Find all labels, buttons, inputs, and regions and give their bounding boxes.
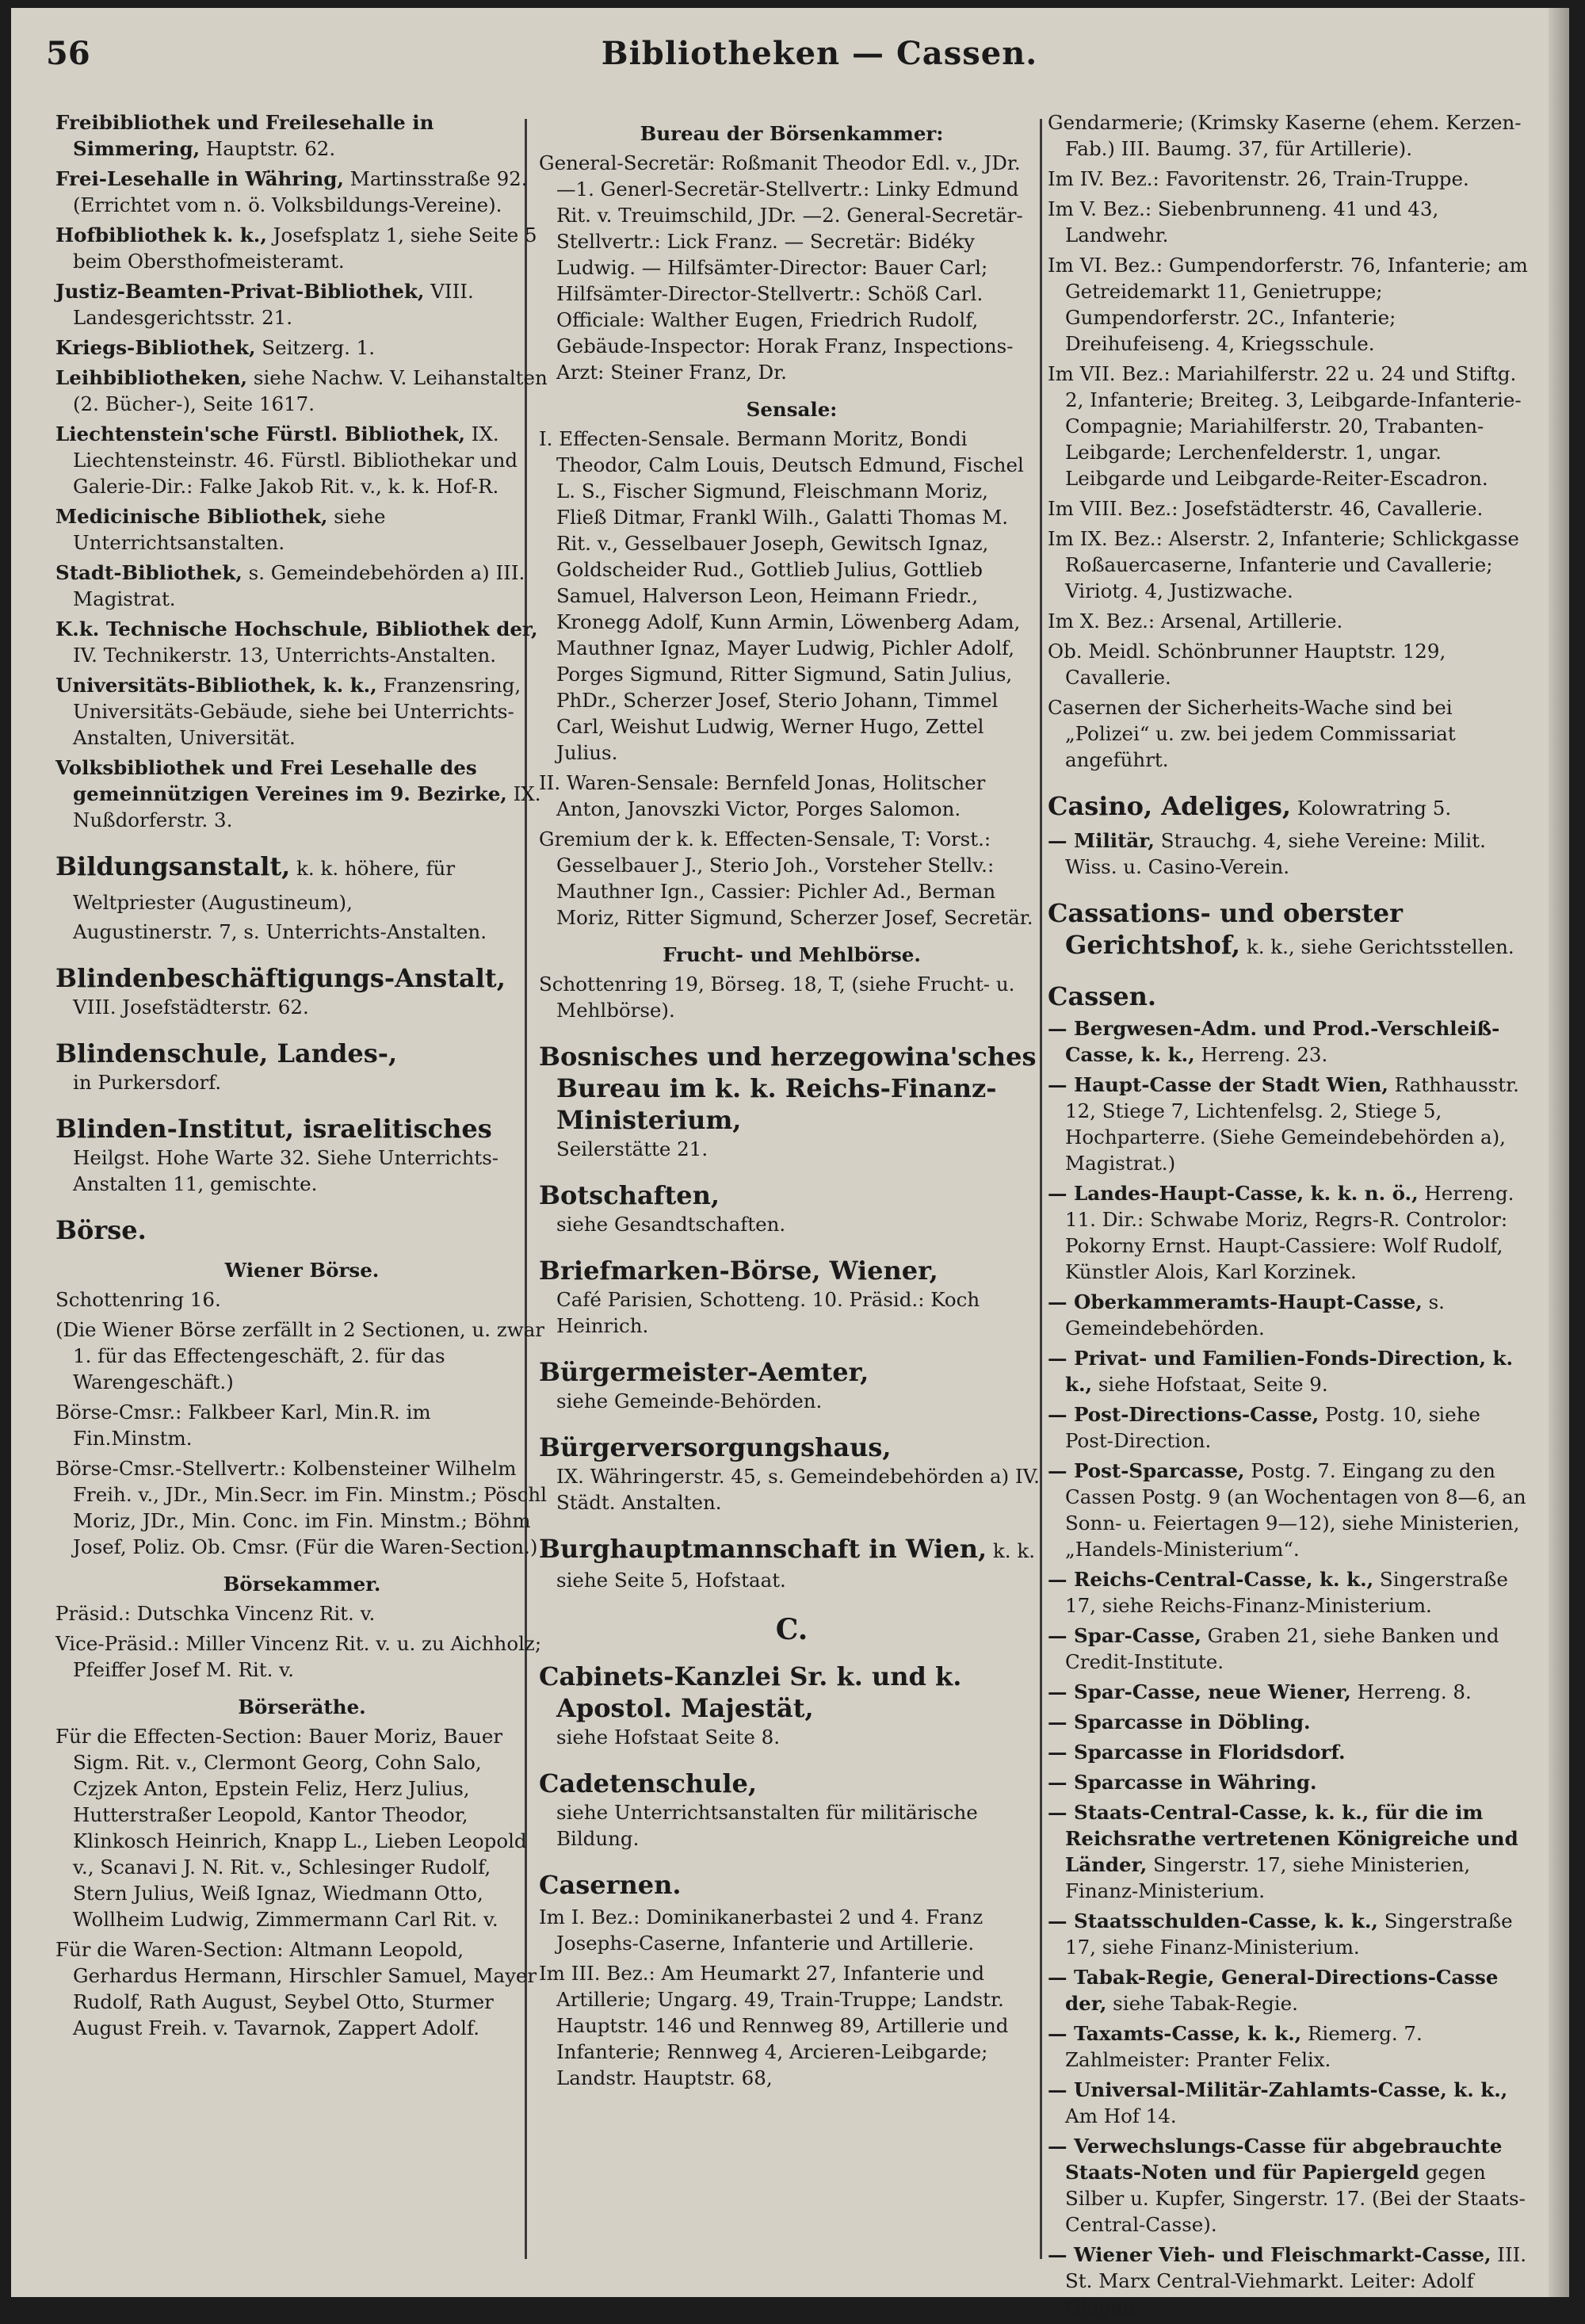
entry-name: — Verwechslungs-Casse für abgebrauchte Staats-Noten und für Papiergeld <box>1048 2135 1503 2184</box>
directory-entry <box>1048 526 1531 604</box>
section-entry <box>539 1768 1045 1852</box>
directory-entry <box>55 278 548 331</box>
section-title: Cassations- und oberster Gerichtshof, <box>1048 898 1403 960</box>
section-entry <box>55 850 548 945</box>
directory-entry <box>539 971 1045 1023</box>
directory-entry <box>55 1455 548 1560</box>
entry-text: gegen Silber u. Kupfer, Singerstr. 17. (Bei der Staats-Central-Casse). <box>1065 2161 1526 2236</box>
directory-entry <box>1048 2020 1531 2073</box>
directory-entry <box>1048 694 1531 773</box>
entry-text: Im VI. Bez.: Gumpendorferstr. 76, Infanterie; am Getreidemarkt 11, Genietruppe; Gumpendorferstr. 2C., Infanterie; Dreihufeiseng. 4, Kriegsschule. <box>1048 254 1528 355</box>
subheading: Bureau der Börsenkammer: <box>640 122 944 145</box>
directory-entry <box>55 109 548 162</box>
page-edge-shadow <box>1549 8 1569 2297</box>
entry-name: Universitäts-Bibliothek, k. k., <box>55 674 377 697</box>
directory-entry <box>1048 252 1531 357</box>
entry-name: Frei-Lesehalle in Währing, <box>55 167 344 190</box>
directory-entry <box>55 1317 548 1395</box>
entry-text: Singerstr. 17, siehe Ministerien, Finanz-Ministerium. <box>1065 1853 1471 1902</box>
entry-name: Stadt-Bibliothek, <box>55 561 243 584</box>
entry-text: Strauchg. 4, siehe Vereine: Milit. Wiss. u. Casino-Verein. <box>1065 829 1486 878</box>
section-title: Blindenbeschäftigungs-Anstalt, <box>55 963 506 993</box>
entry-name: — Tabak-Regie, General-Directions-Casse der, <box>1048 1966 1499 2015</box>
section-detail: VIII. Josefstädterstr. 62. <box>73 996 309 1019</box>
entry-name: Kriegs-Bibliothek, <box>55 336 256 359</box>
entry-text: Im IV. Bez.: Favoritenstr. 26, Train-Truppe. <box>1048 167 1469 190</box>
section-title: Bürgermeister-Aemter, <box>539 1357 869 1387</box>
section-entry <box>539 1661 1045 1750</box>
entry-text: Am Hof 14. <box>1065 2104 1177 2127</box>
entry-name: — Militär, <box>1048 829 1155 852</box>
entry-name: Medicinische Bibliothek, <box>55 505 328 528</box>
entry-text: Im IX. Bez.: Alserstr. 2, Infanterie; Schlickgasse Roßauercaserne, Infanterie und Cavallerie; Viriotg. 4, Justizwache. <box>1048 527 1519 602</box>
subheading: Frucht- und Mehlbörse. <box>663 943 921 966</box>
entry-text: (Die Wiener Börse zerfällt in 2 Sectionen, u. zwar 1. für das Effectengeschäft, 2. für das Warengeschäft.) <box>55 1318 545 1393</box>
entry-name: — Spar-Casse, <box>1048 1624 1201 1647</box>
directory-entry <box>55 616 548 668</box>
entry-text: Börse-Cmsr.-Stellvertr.: Kolbensteiner Wilhelm Freih. v., JDr., Min.Secr. im Fin. Minstm.; Pöschl Moriz, JDr., Min. Conc. im Fin. Minstm.; Böhm Josef, Poliz. Ob. Cmsr. (Für die Waren-Section.) <box>55 1457 548 1558</box>
entry-name: Freibibliothek und Freilesehalle in Simmering, <box>55 111 434 160</box>
directory-entry <box>55 503 548 556</box>
entry-text: s. Gemeindebehörden. <box>1065 1290 1445 1340</box>
directory-entry <box>1048 638 1531 690</box>
directory-entry <box>1048 1623 1531 1675</box>
column-right <box>1048 109 1531 2324</box>
entry-name: — Staatsschulden-Casse, k. k., <box>1048 1909 1378 1932</box>
entry-text: Martinsstraße 92. (Errichtet vom n. ö. Volksbildungs-Vereine). <box>73 167 528 216</box>
section-title: Cabinets-Kanzlei Sr. k. und k. Apostol. Majestät, <box>539 1661 962 1723</box>
entry-name: — Oberkammeramts-Haupt-Casse, <box>1048 1290 1423 1313</box>
directory-entry <box>1048 2242 1531 2320</box>
entry-name: — Haupt-Casse der Stadt Wien, <box>1048 1073 1388 1096</box>
entry-text: Franzensring, Universitäts-Gebäude, siehe bei Unterrichts-Anstalten, Universität. <box>73 674 521 749</box>
entry-text: Schottenring 19, Börseg. 18, T, (siehe Frucht- u. Mehlbörse). <box>539 973 1015 1022</box>
entry-text: Im VIII. Bez.: Josefstädterstr. 46, Cavallerie. <box>1048 497 1484 520</box>
entry-name: — Post-Directions-Casse, <box>1048 1403 1320 1426</box>
entry-name: Justiz-Beamten-Privat-Bibliothek, <box>55 280 425 303</box>
directory-entry <box>1048 1908 1531 1960</box>
entry-text: s. Gemeindebehörden a) III. Magistrat. <box>73 561 525 610</box>
entry-text: Gendarmerie; (Krimsky Kaserne (ehem. Kerzen-Fab.) III. Baumg. 37, für Artillerie). <box>1048 111 1522 160</box>
directory-entry <box>1048 109 1531 162</box>
entry-text: Postg. 10, siehe Post-Direction. <box>1065 1403 1480 1452</box>
section-title: Bürgerversorgungshaus, <box>539 1432 892 1462</box>
section-entry <box>1048 790 1531 824</box>
directory-entry <box>55 1600 548 1626</box>
directory-entry <box>539 150 1045 385</box>
directory-entry <box>1048 1799 1531 1904</box>
directory-entry <box>1048 1769 1531 1795</box>
directory-entry <box>539 1960 1045 2091</box>
entry-text: Im III. Bez.: Am Heumarkt 27, Infanterie und Artillerie; Ungarg. 49, Train-Truppe; Landstr. Hauptstr. 146 und Rennweg 89, Artillerie und Infanterie; Rennweg 4, Arcieren-Leibgarde; Landstr. Hauptstr. 68, <box>539 1962 1009 2089</box>
section-note: k. k., siehe Gerichtsstellen. <box>1240 935 1514 958</box>
entry-text: Riemerg. 7. Zahlmeister: Pranter Felix. <box>1065 2022 1423 2071</box>
directory-entry <box>1048 828 1531 880</box>
entry-name: — Privat- und Familien-Fonds-Direction, k. k., <box>1048 1347 1514 1396</box>
directory-entry <box>55 166 548 218</box>
entry-text: Seitzerg. 1. <box>255 336 376 359</box>
entry-name: — Reichs-Central-Casse, k. k., <box>1048 1568 1374 1591</box>
directory-entry <box>55 560 548 612</box>
directory-entry <box>1048 1458 1531 1562</box>
entry-name: — Taxamts-Casse, k. k., <box>1048 2022 1302 2045</box>
entry-name: Hofbibliothek k. k., <box>55 224 267 247</box>
directory-entry <box>539 770 1045 822</box>
entry-name: — Landes-Haupt-Casse, k. k. n. ö., <box>1048 1182 1419 1205</box>
entry-text: siehe Nachw. V. Leihanstalten (2. Bücher-), Seite 1617. <box>73 366 548 415</box>
directory-entry <box>1048 1679 1531 1705</box>
directory-entry <box>1048 2077 1531 2129</box>
section-title: Casernen. <box>539 1870 682 1900</box>
directory-entry <box>55 365 548 417</box>
section-detail: Café Parisien, Schotteng. 10. Präsid.: Koch Heinrich. <box>556 1288 980 1337</box>
section-entry <box>55 1214 548 1246</box>
directory-entry <box>1048 1964 1531 2016</box>
section-note: k. k. höhere, für Weltpriester (Augustineum), <box>73 857 456 914</box>
running-head: Bibliotheken — Cassen. <box>601 35 1038 72</box>
entry-name: — Spar-Casse, neue Wiener, <box>1048 1680 1351 1703</box>
section-note: k. k. <box>987 1539 1035 1562</box>
entry-text: Herreng. 23. <box>1194 1043 1328 1066</box>
section-title: Casino, Adeliges, <box>1048 791 1292 821</box>
entry-name: — Sparcasse in Döbling. <box>1048 1711 1311 1733</box>
directory-entry <box>1048 495 1531 522</box>
entry-name: Leihbibliotheken, <box>55 366 248 389</box>
directory-entry <box>55 1286 548 1313</box>
section-note: Kolowratring 5. <box>1291 797 1452 820</box>
directory-entry <box>1048 1566 1531 1619</box>
column-left <box>55 109 548 2045</box>
section-entry <box>1048 897 1531 963</box>
directory-entry <box>55 755 548 833</box>
directory-entry <box>1048 1289 1531 1341</box>
section-title: Blindenschule, Landes-, <box>55 1038 398 1068</box>
subheading: Börseräthe. <box>238 1695 366 1718</box>
entry-text: Im X. Bez.: Arsenal, Artillerie. <box>1048 610 1343 633</box>
page-number: 56 <box>46 35 90 72</box>
section-title: Cadetenschule, <box>539 1768 758 1798</box>
entry-text: VIII. Landesgerichtsstr. 21. <box>73 280 474 329</box>
entry-text: Gremium der k. k. Effecten-Sensale, T: Vorst.: Gesselbauer J., Sterio Joh., Vorsteher Stellv.: Mauthner Ign., Cassier: Pichler Ad., Berman Moriz, Ritter Sigmund, Scherzer Josef, Secretär. <box>539 828 1033 929</box>
section-entry <box>1048 980 1531 1012</box>
section-title: Bildungsanstalt, <box>55 851 291 881</box>
entry-text: Casernen der Sicherheits-Wache sind bei „Polizei“ u. zw. bei jedem Commissariat angeführt. <box>1048 696 1456 771</box>
entry-text: Präsid.: Dutschka Vincenz Rit. v. <box>55 1602 376 1625</box>
entry-name: Liechtenstein'sche Fürstl. Bibliothek, <box>55 422 466 445</box>
entry-text: Ob. Meidl. Schönbrunner Hauptstr. 129, Cavallerie. <box>1048 640 1446 689</box>
directory-entry <box>1048 1709 1531 1735</box>
directory-entry <box>1048 361 1531 491</box>
entry-text: Für die Waren-Section: Altmann Leopold, Gerhardus Hermann, Hirschler Samuel, Mayer Rudolf, Rath August, Seybel Otto, Sturmer August Freih. v. Tavarnok, Zappert Adolf. <box>55 1938 537 2039</box>
subheading: Wiener Börse. <box>224 1259 380 1282</box>
entry-text: General-Secretär: Roßmanit Theodor Edl. v., JDr. —1. Generl-Secretär-Stellvertr.: Linky Edmund Rit. v. Treuimschild, JDr. —2. General-Secretär-Stellvertr.: Lick Franz. — Secretär: Bidéky Ludwig. — Hilfsämter-Director: Bauer Carl; Hilfsämter-Director-Stellvertr.: Schöß Carl. Officiale: Walther Eugen, Friedrich Rudolf, Gebäude-Inspector: Horak Franz, Inspections-Arzt: Steiner Franz, Dr. <box>539 151 1023 384</box>
entry-text: Hauptstr. 62. <box>200 137 336 160</box>
entry-name: — Bergwesen-Adm. und Prod.-Verschleiß-Casse, k. k., <box>1048 1017 1500 1066</box>
section-detail: IX. Währingerstr. 45, s. Gemeindebehörden a) IV. Städt. Anstalten. <box>556 1465 1040 1514</box>
section-detail: siehe Seite 5, Hofstaat. <box>556 1569 786 1592</box>
section-entry <box>55 1038 548 1095</box>
directory-entry <box>1048 1180 1531 1285</box>
section-detail: siehe Hofstaat Seite 8. <box>556 1726 781 1749</box>
directory-entry <box>55 421 548 499</box>
directory-entry <box>55 222 548 274</box>
scanned-page <box>11 8 1569 2318</box>
column-middle <box>539 109 1045 2095</box>
section-entry <box>539 1041 1045 1162</box>
directory-entry <box>55 1399 548 1451</box>
entry-name: — Staats-Central-Casse, k. k., für die im Reichsrathe vertretenen Königreiche und Länder, <box>1048 1801 1518 1876</box>
entry-name: — Sparcasse in Währing. <box>1048 1771 1317 1794</box>
section-entry <box>539 1431 1045 1516</box>
section-detail: Seilerstätte 21. <box>556 1137 708 1160</box>
section-detail: in Purkersdorf. <box>73 1071 222 1094</box>
section-entry <box>539 1869 1045 1901</box>
directory-entry <box>539 426 1045 766</box>
directory-entry <box>55 672 548 751</box>
subheading: Börsekammer. <box>223 1573 381 1596</box>
entry-text: Rathhausstr. 12, Stiege 7, Lichtenfelsg. 2, Stiege 5, Hochparterre. (Siehe Gemeindebehörden a), Magistrat.) <box>1065 1073 1519 1175</box>
entry-text: Herreng. 11. Dir.: Schwabe Moriz, Regrs-R. Controlor: Pokorny Ernst. Haupt-Cassiere: Wolf Rudolf, Künstler Alois, Karl Korzinek. <box>1065 1182 1514 1283</box>
entry-text: siehe Hofstaat, Seite 9. <box>1092 1373 1328 1396</box>
directory-entry <box>55 1723 548 1932</box>
entry-text: IX. Liechtensteinstr. 46. Fürstl. Bibliothekar und Galerie-Dir.: Falke Jakob Rit. v., k. k. Hof-R. <box>73 422 518 498</box>
section-entry <box>539 1356 1045 1414</box>
entry-text: Für die Effecten-Section: Bauer Moriz, Bauer Sigm. Rit. v., Clermont Georg, Cohn Salo, Czjzek Anton, Epstein Feliz, Herz Julius, Hutterstraßer Leopold, Kantor Theodor, Klinkosch Heinrich, Knapp L., Lieben Leopold v., Scanavi J. N. Rit. v., Schlesinger Rudolf, Stern Julius, Weiß Ignaz, Wiedmann Otto, Wollheim Ludwig, Zimmermann Carl Rit. v. <box>55 1725 527 1931</box>
entry-name: K.k. Technische Hochschule, Bibliothek der, <box>55 617 538 640</box>
section-entry <box>539 1533 1045 1593</box>
directory-entry <box>1048 1015 1531 1068</box>
section-title: Briefmarken-Börse, Wiener, <box>539 1256 938 1286</box>
subheading: Sensale: <box>746 398 838 421</box>
entry-text: Im I. Bez.: Dominikanerbastei 2 und 4. Franz Josephs-Caserne, Infanterie und Artillerie. <box>539 1905 983 1955</box>
section-title: Blinden-Institut, israelitisches <box>55 1114 492 1144</box>
entry-text: I. Effecten-Sensale. Bermann Moritz, Bondi Theodor, Calm Louis, Deutsch Edmund, Fischel L. S., Fischer Sigmund, Fleischmann Moriz, Fließ Ditmar, Frankl Wilh., Galatti Thomas M. Rit. v., Gesselbauer Joseph, Gewitsch Ignaz, Goldscheider Rud., Gottlieb Julius, Gottlieb Samuel, Halverson Leon, Heimann Friedr., Kronegg Adolf, Kunn Armin, Löwenberg Adam, Mauthner Ignaz, Mayer Ludwig, Pichler Adolf, Porges Sigmund, Ritter Sigmund, Satin Julius, PhDr., Scherzer Josef, Sterio Johann, Timmel Carl, Weishut Ludwig, Werner Hugo, Zettel Julius. <box>539 427 1024 764</box>
entry-text: Börse-Cmsr.: Falkbeer Karl, Min.R. im Fin.Minstm. <box>55 1401 431 1450</box>
directory-entry <box>55 1630 548 1683</box>
entry-name: — Post-Sparcasse, <box>1048 1459 1245 1482</box>
entry-text: Postg. 7. Eingang zu den Cassen Postg. 9 (an Wochentagen von 8—6, an Sonn- u. Feiertagen 9—12), siehe Ministerien, „Handels-Ministerium“. <box>1065 1459 1526 1561</box>
directory-entry <box>1048 1401 1531 1454</box>
directory-entry <box>55 1936 548 2041</box>
directory-entry <box>539 1904 1045 1956</box>
directory-entry <box>1048 1345 1531 1397</box>
entry-text: Herreng. 8. <box>1350 1680 1472 1703</box>
letter-heading: C. <box>775 1613 808 1646</box>
directory-entry <box>1048 196 1531 248</box>
section-entry <box>539 1255 1045 1339</box>
entry-text: Schottenring 16. <box>55 1288 221 1311</box>
section-detail: siehe Gesandtschaften. <box>556 1213 786 1236</box>
entry-text: IX. Nußdorferstr. 3. <box>73 782 541 831</box>
section-title: Botschaften, <box>539 1180 720 1210</box>
section-title: Börse. <box>55 1215 147 1245</box>
entry-text: siehe Tabak-Regie. <box>1106 1992 1298 2015</box>
entry-text: IV. Technikerstr. 13, Unterrichts-Anstalten. <box>73 644 497 667</box>
entry-text: Vice-Präsid.: Miller Vincenz Rit. v. u. zu Aichholz; Pfeiffer Josef M. Rit. v. <box>55 1632 542 1681</box>
entry-text: Singerstraße 17, siehe Reichs-Finanz-Ministerium. <box>1065 1568 1508 1617</box>
section-entry <box>55 962 548 1020</box>
directory-entry <box>1048 166 1531 192</box>
section-title: Bosnisches und herzegowina'sches Bureau im k. k. Reichs-Finanz-Ministerium, <box>539 1042 1037 1135</box>
section-detail: Heilgst. Hohe Warte 32. Siehe Unterrichts-Anstalten 11, gemischte. <box>73 1146 499 1195</box>
section-entry <box>539 1179 1045 1237</box>
entry-text: III. St. Marx Central-Viehmarkt. Leiter: Adolf Glogau. <box>1065 2243 1527 2318</box>
directory-entry <box>539 826 1045 931</box>
entry-text: Im VII. Bez.: Mariahilferstr. 22 u. 24 und Stiftg. 2, Infanterie; Breiteg. 3, Leibgarde-Infanterie-Compagnie; Mariahilferstr. 20, Trabanten-Leibgarde; Lerchenfelderstr. 1, ungar. Leibgarde und Leibgarde-Reiter-Escadron. <box>1048 362 1522 490</box>
entry-name: — Sparcasse in Floridsdorf. <box>1048 1741 1346 1764</box>
entry-name: — Wiener Vieh- und Fleischmarkt-Casse, <box>1048 2243 1491 2266</box>
directory-entry <box>1048 1072 1531 1176</box>
entry-text: II. Waren-Sensale: Bernfeld Jonas, Holitscher Anton, Janovszki Victor, Porges Salomon. <box>539 771 986 820</box>
entry-text: Josefsplatz 1, siehe Seite 5 beim Obersthofmeisteramt. <box>73 224 537 273</box>
section-detail: Augustinerstr. 7, s. Unterrichts-Anstalten. <box>73 920 487 943</box>
entry-name: Volksbibliothek und Frei Lesehalle des gemeinnützigen Vereines im 9. Bezirke, <box>55 756 507 805</box>
section-title: Burghauptmannschaft in Wien, <box>539 1534 987 1564</box>
directory-entry <box>1048 608 1531 634</box>
directory-entry <box>1048 1739 1531 1765</box>
entry-text: Graben 21, siehe Banken und Credit-Institute. <box>1065 1624 1499 1673</box>
section-detail: siehe Gemeinde-Behörden. <box>556 1389 823 1412</box>
entry-text: siehe Unterrichtsanstalten. <box>73 505 386 554</box>
entry-name: — Universal-Militär-Zahlamts-Casse, k. k., <box>1048 2078 1508 2101</box>
section-entry <box>55 1113 548 1197</box>
directory-entry <box>55 334 548 361</box>
section-title: Cassen. <box>1048 981 1156 1011</box>
entry-text: Im V. Bez.: Siebenbrunneng. 41 und 43, Landwehr. <box>1048 197 1439 247</box>
directory-entry <box>1048 2133 1531 2238</box>
section-detail: siehe Unterrichtsanstalten für militärische Bildung. <box>556 1801 978 1850</box>
entry-text: Singerstraße 17, siehe Finanz-Ministerium. <box>1065 1909 1513 1959</box>
